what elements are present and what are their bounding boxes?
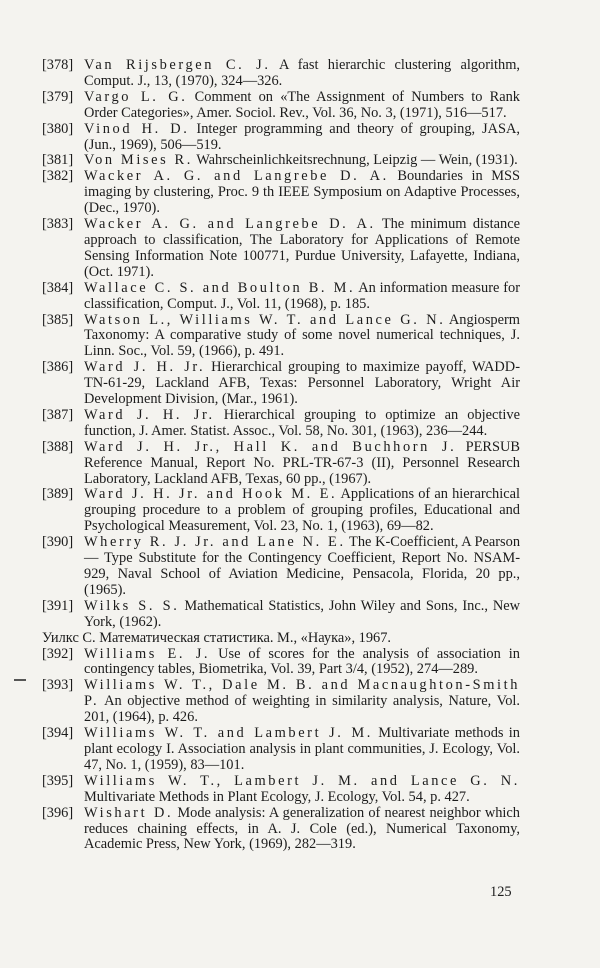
reference-authors: Wherry R. J. Jr. and Lane N. E. <box>84 534 346 551</box>
reference-entry-392 <box>42 647 520 679</box>
reference-entry-394 <box>42 726 520 774</box>
reference-authors: Vinod H. D. <box>84 120 190 137</box>
reference-authors: Watson L., Williams W. T. and Lance G. N. <box>84 311 446 328</box>
reference-number: [389] <box>42 486 74 503</box>
reference-entry-382 <box>42 169 520 217</box>
reference-details: Applications of an hierarchical grouping procedure to a problem of grouping profiles, Educational and Psychological Measurement, Vol. 23, No. 1, (1963), 69—82. <box>84 486 520 535</box>
reference-authors: Williams W. T. and Lambert J. M. <box>84 725 373 742</box>
reference-details: Angiosperm Taxonomy: A comparative study of some novel numerical techniques, J. Linn. Soc., Vol. 59, (1966), p. 491. <box>84 311 521 360</box>
reference-entry-378 <box>42 58 520 90</box>
reference-authors: Wallace C. S. and Boulton B. M. <box>84 279 356 296</box>
reference-details: Hierarchical grouping to optimize an objective function, J. Amer. Statist. Assoc., Vol. 58, No. 301, (1963), 236—244. <box>84 406 520 439</box>
reference-number: [388] <box>42 438 74 455</box>
reference-details: PERSUB Reference Manual, Report No. PRL-TR-67-3 (II), Personnel Research Laboratory, Lackland AFB, Texas, 60 pp., (1967). <box>84 438 521 487</box>
reference-details: The minimum distance approach to classification, The Laboratory for Applications of Remote Sensing Information Note 100771, Purdue University, Lafayette, Indiana, (Oct. 1971). <box>84 216 520 280</box>
reference-authors: Vargo L. G. <box>84 88 188 105</box>
reference-details: Mathematical Statistics, John Wiley and Sons, Inc., New York, (1962). <box>84 597 520 630</box>
reference-details: A fast hierarchic clustering algorithm, Comput. J., 13, (1970), 324—326. <box>84 57 520 89</box>
reference-details: Integer programming and theory of grouping, JASA, (Jun., 1969), 506—519. <box>84 120 521 153</box>
reference-number: [385] <box>42 311 74 328</box>
reference-number: [386] <box>42 359 74 376</box>
reference-details: Multivariate Methods in Plant Ecology, J. Ecology, Vol. 54, p. 427. <box>84 788 470 805</box>
reference-entry-379 <box>42 90 520 122</box>
reference-authors: Williams W. T., Lambert J. M. and Lance G. N. <box>84 772 520 789</box>
reference-details: The K-Coefficient, A Pearson — Type Substitute for the Contingency Coefficient, Report No. NSAM-929, Naval School of Aviation Medicine, Pensacola, Florida, 20 pp., (1965). <box>84 534 521 598</box>
reference-entry-393 <box>42 678 520 726</box>
reference-entry-391 <box>42 599 520 631</box>
reference-authors: Ward J. H. Jr. and Hook M. E. <box>84 486 338 503</box>
reference-authors: Ward J. H. Jr. <box>84 359 206 376</box>
reference-number: [378] <box>42 57 74 73</box>
reference-entry-390 <box>42 535 520 599</box>
reference-entry-396 <box>42 806 520 854</box>
reference-authors: Ward J. H. Jr., Hall K. and Buchhorn J. <box>84 438 457 455</box>
reference-details: Comment on «The Assignment of Numbers to Rank Order Categories», Amer. Sociol. Rev., Vol. 36, No. 3, (1971), 516—517. <box>84 88 520 121</box>
reference-number: [379] <box>42 88 74 105</box>
reference-number: [383] <box>42 216 74 233</box>
reference-number: [394] <box>42 725 74 742</box>
reference-number: [382] <box>42 168 74 185</box>
reference-entry-387 <box>42 408 520 440</box>
reference-number: [393] <box>42 677 74 694</box>
reference-list <box>42 58 520 853</box>
reference-entry-380 <box>42 122 520 154</box>
reference-authors: Wacker A. G. and Langrebe D. A. <box>84 168 389 185</box>
margin-mark <box>14 679 26 681</box>
reference-entry-385 <box>42 313 520 361</box>
reference-number: [384] <box>42 279 74 296</box>
russian-translation-note: Уилкс С. Математическая статистика. М., «Наука», 1967. <box>42 629 392 646</box>
reference-number: [387] <box>42 406 74 423</box>
reference-entry-381 <box>42 153 520 169</box>
reference-details: Multivariate methods in plant ecology I. Association analysis in plant communities, J. Ecology, Vol. 47, No. 1, (1959), 83—101. <box>84 725 520 773</box>
reference-number: [392] <box>42 645 74 662</box>
reference-number: [380] <box>42 120 74 137</box>
reference-details: An objective method of weighting in similarity analysis, Nature, Vol. 201, (1964), p. 426. <box>84 693 520 726</box>
reference-entry-383 <box>42 217 520 281</box>
reference-authors: Van Rijsbergen C. J. <box>84 57 271 73</box>
reference-authors: Von Mises R. <box>84 152 193 169</box>
reference-authors: Wishart D. <box>84 804 174 821</box>
reference-entry-388 <box>42 440 520 488</box>
reference-number: [390] <box>42 534 74 551</box>
page-number: 125 <box>490 884 512 900</box>
reference-authors: Williams E. J. <box>84 645 211 662</box>
reference-details: Hierarchical grouping to maximize payoff, WADD-TN-61-29, Lackland AFB, Texas: Personnel Laboratory, Wright Air Development Division, (Mar., 1961). <box>84 359 520 408</box>
reference-authors: Williams W. T., Dale M. B. and Macnaughton-Smith P. <box>84 677 520 710</box>
reference-entry-386 <box>42 360 520 408</box>
reference-number: [396] <box>42 804 74 821</box>
reference-details: Boundaries in MSS imaging by clustering, Proc. 9 th IEEE Symposium on Adaptive Processes, (Dec., 1970). <box>84 168 520 217</box>
reference-authors: Wacker A. G. and Langrebe D. A. <box>84 216 376 233</box>
reference-details: Mode analysis: A generalization of nearest neighbor which reduces chaining effects, in A. J. Cole (ed.), Numerical Taxonomy, Academic Press, New York, (1969), 282—319. <box>84 804 520 853</box>
reference-details: Use of scores for the analysis of association in contingency tables, Biometrika, Vol. 39, Part 3/4, (1952), 274—289. <box>84 645 520 678</box>
reference-number: [391] <box>42 597 74 614</box>
reference-authors: Wilks S. S. <box>84 597 180 614</box>
reference-number: [381] <box>42 152 74 169</box>
reference-authors: Ward J. H. Jr. <box>84 406 215 423</box>
reference-entry-389 <box>42 487 520 535</box>
reference-entry-395 <box>42 774 520 806</box>
reference-number: [395] <box>42 772 74 789</box>
reference-details: An information measure for classification, Comput. J., Vol. 11, (1968), p. 185. <box>84 279 520 312</box>
reference-entry-384 <box>42 281 520 313</box>
reference-details: Wahrscheinlichkeitsrechnung, Leipzig — Wein, (1931). <box>192 152 518 169</box>
